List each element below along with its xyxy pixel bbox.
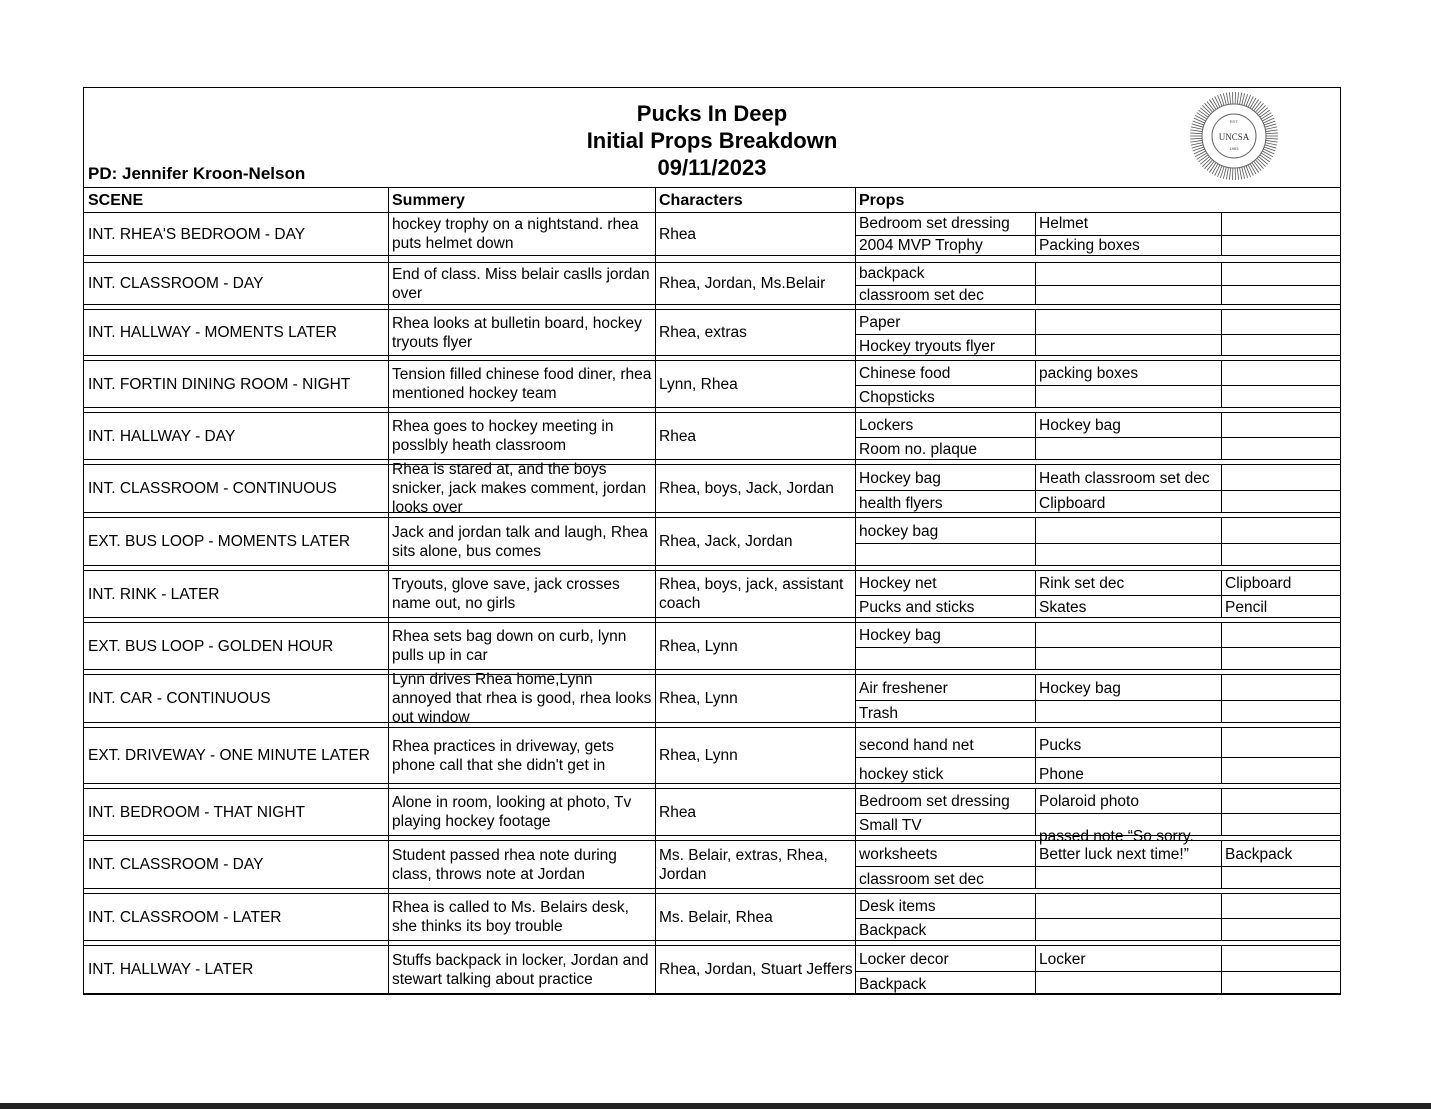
prop-cell: Desk items: [859, 898, 936, 915]
scene-cell: INT. CLASSROOM - LATER: [88, 908, 282, 926]
characters-cell: Rhea: [659, 803, 697, 821]
prop-cell: [1221, 675, 1342, 699]
prop-cell: Bedroom set dressing: [859, 793, 1010, 810]
scene-cell: INT. FORTIN DINING ROOM - NIGHT: [88, 375, 351, 393]
prop-cell: [1035, 918, 1221, 941]
prop-cell: [1221, 334, 1342, 357]
production-title: Pucks In Deep: [636, 101, 788, 126]
prop-cell: [1221, 285, 1342, 306]
table-row: [84, 360, 1340, 408]
prop-cell: [1035, 437, 1221, 460]
prop-cell: Locker decor: [859, 950, 949, 968]
props-breakdown-sheet: [83, 87, 1341, 995]
prop-cell: [1221, 490, 1342, 514]
prop-cell: 2004 MVP Trophy: [859, 237, 983, 254]
prop-cell: Backpack: [859, 922, 927, 939]
prop-cell: [1221, 361, 1342, 384]
table-row: [84, 309, 1340, 356]
col-characters: Characters: [659, 192, 743, 209]
prop-cell: packing boxes: [1039, 365, 1139, 382]
prop-cell: hockey stick: [859, 765, 944, 783]
prop-cell: Skates: [1039, 599, 1087, 616]
characters-cell: Rhea, Jordan, Ms.Belair: [659, 275, 826, 292]
characters-cell: Rhea, Jack, Jordan: [659, 533, 793, 550]
prop-cell: [1221, 946, 1342, 970]
prop-cell: Paper: [859, 313, 901, 331]
table-row: [84, 570, 1340, 618]
col-props: Props: [859, 192, 905, 209]
prop-cell: Small TV: [859, 817, 922, 834]
prop-cell: [1221, 310, 1342, 333]
scene-cell: EXT. DRIVEWAY - ONE MINUTE LATER: [88, 747, 370, 764]
prop-cell: [1221, 413, 1342, 436]
prop-cell: hockey bag: [859, 522, 939, 540]
prop-cell: Polaroid photo: [1039, 793, 1139, 810]
sheet-header: [84, 88, 1340, 188]
prop-cell: [1221, 235, 1342, 256]
characters-cell: Rhea: [659, 427, 697, 445]
summary-cell: Tryouts, glove save, jack crosses name out, no girls: [392, 576, 620, 612]
prop-cell: backpack: [859, 264, 925, 282]
scene-cell: INT. BEDROOM - THAT NIGHT: [88, 803, 306, 821]
summary-cell: Jack and jordan talk and laugh, Rhea sits alone, bus comes: [392, 523, 648, 560]
prop-cell: [1221, 700, 1342, 724]
document-title: Initial Props Breakdown: [586, 128, 838, 153]
summary-cell: Rhea goes to hockey meeting in posslbly heath classroom: [392, 418, 614, 454]
summary-cell: Rhea looks at bulletin board, hockey tryouts flyer: [392, 314, 642, 351]
prop-cell: Air freshener: [859, 679, 948, 697]
prop-cell: Backpack: [859, 975, 927, 993]
table-row: [84, 461, 1340, 516]
prop-cell: [1221, 437, 1342, 460]
table-row: [84, 827, 1340, 889]
scene-cell: INT. CLASSROOM - DAY: [88, 275, 264, 292]
characters-cell: Rhea, Jordan, Stuart Jeffers: [659, 961, 853, 978]
prop-cell: Hockey net: [859, 575, 937, 592]
prop-cell: [1035, 263, 1221, 284]
prop-cell: Chinese food: [859, 365, 951, 382]
document-date: 09/11/2023: [657, 155, 767, 180]
table-row: [84, 622, 1340, 670]
characters-cell: Rhea, Lynn: [659, 637, 738, 655]
scene-cell: INT. CAR - CONTINUOUS: [88, 690, 271, 707]
prop-cell: [1221, 757, 1342, 785]
scene-cell: INT. RHEA'S BEDROOM - DAY: [88, 225, 306, 243]
prop-cell: worksheets: [859, 845, 938, 863]
prop-cell: [1035, 647, 1221, 670]
prop-cell: [1035, 623, 1221, 646]
table-row: [84, 893, 1340, 941]
characters-cell: Rhea, boys, Jack, Jordan: [659, 480, 834, 497]
characters-cell: Ms. Belair, Rhea: [659, 908, 773, 926]
prop-cell: Chopsticks: [859, 389, 935, 406]
prop-cell: [855, 647, 1035, 670]
prop-cell: [1035, 971, 1221, 995]
prop-cell: Phone: [1039, 765, 1084, 783]
summary-cell: Tension filled chinese food diner, rhea mentioned hockey team: [392, 366, 652, 402]
table-row: [84, 945, 1340, 994]
prop-cell: Pucks: [1039, 736, 1082, 754]
prop-cell: [1035, 866, 1221, 890]
prop-cell: Room no. plaque: [859, 441, 978, 458]
scene-cell: INT. HALLWAY - DAY: [88, 427, 236, 445]
prop-cell: Locker: [1039, 950, 1086, 968]
prop-cell: [1221, 866, 1342, 890]
prop-cell: Hockey tryouts flyer: [859, 337, 996, 355]
prop-cell: Pencil: [1225, 599, 1268, 616]
prop-cell: [1221, 894, 1342, 917]
scene-cell: INT. CLASSROOM - CONTINUOUS: [88, 480, 337, 497]
prop-cell: [1035, 700, 1221, 724]
prop-cell: Lockers: [859, 417, 914, 434]
seal-year: 1963: [1229, 146, 1239, 151]
scene-cell: INT. HALLWAY - LATER: [88, 961, 254, 978]
prop-cell: [1221, 918, 1342, 941]
prop-cell: [1035, 334, 1221, 357]
prop-cell: Hockey bag: [859, 469, 941, 487]
characters-cell: Lynn, Rhea: [659, 375, 738, 393]
table-row: [84, 262, 1340, 305]
summary-cell: Student passed rhea note during class, throws note at Jordan: [392, 846, 617, 883]
prop-cell: [1221, 623, 1342, 646]
prop-cell: [855, 543, 1035, 567]
prop-cell: [1035, 894, 1221, 917]
summary-cell: Rhea sets bag down on curb, lynn pulls up in car: [392, 628, 627, 664]
prop-cell: [1221, 465, 1342, 489]
bottom-bar: [0, 1103, 1431, 1109]
prop-cell: second hand net: [859, 736, 974, 754]
prop-cell: Heath classroom set dec: [1039, 469, 1210, 487]
table-row: [84, 412, 1340, 460]
prop-cell: [1221, 789, 1342, 812]
characters-cell: Rhea: [659, 225, 697, 243]
scene-cell: INT. RINK - LATER: [88, 585, 220, 603]
characters-cell: Rhea, extras: [659, 324, 747, 341]
column-headers: [84, 188, 1340, 213]
prop-cell: [1221, 543, 1342, 567]
summary-cell: Rhea is called to Ms. Belairs desk, she thinks its boy trouble: [392, 899, 629, 935]
prop-cell: Trash: [859, 704, 899, 722]
summary-cell: Rhea practices in driveway, gets phone call that she didn't get in: [392, 737, 614, 774]
prop-cell: Rink set dec: [1039, 575, 1125, 592]
table-row: [84, 727, 1340, 784]
col-scene: SCENE: [88, 192, 144, 209]
prop-cell: [1035, 310, 1221, 333]
seal-center: UNCSA: [1218, 132, 1250, 142]
table-row: [84, 517, 1340, 566]
characters-cell: Rhea, Lynn: [659, 747, 738, 764]
prop-cell: Hockey bag: [859, 627, 941, 644]
prop-cell: Bedroom set dressing: [859, 215, 1010, 232]
prop-cell: Hockey bag: [1039, 679, 1121, 697]
prop-cell: classroom set dec: [859, 286, 984, 304]
prop-cell: [1035, 285, 1221, 306]
seal-est: EST.: [1229, 119, 1239, 124]
characters-cell: Ms. Belair, extras, Rhea, Jordan: [659, 846, 828, 883]
col-summary: Summery: [392, 192, 465, 209]
scene-cell: INT. HALLWAY - MOMENTS LATER: [88, 324, 337, 341]
prop-cell: [1221, 971, 1342, 995]
prop-cell: [1221, 647, 1342, 670]
scene-cell: EXT. BUS LOOP - GOLDEN HOUR: [88, 637, 334, 655]
summary-cell: Lynn drives Rhea home,Lynn annoyed that rhea is good, rhea looks out window: [392, 671, 652, 726]
prop-cell: Clipboard: [1225, 575, 1292, 592]
prop-cell: [1035, 518, 1221, 542]
prop-cell: [1221, 813, 1342, 836]
prop-cell: Hockey bag: [1039, 417, 1121, 434]
prop-cell: [1221, 728, 1342, 756]
production-designer: PD: Jennifer Kroon-Nelson: [88, 164, 306, 183]
prop-cell: Packing boxes: [1039, 237, 1140, 254]
prop-cell: Pucks and sticks: [859, 599, 975, 616]
summary-cell: hockey trophy on a nightstand. rhea puts helmet down: [392, 216, 639, 252]
prop-cell: passed note “So sorry. Better luck next time!”: [1039, 827, 1194, 863]
table-row: [84, 671, 1340, 726]
prop-cell: [1221, 263, 1342, 284]
prop-cell: Helmet: [1039, 215, 1089, 232]
prop-cell: Backpack: [1225, 845, 1293, 863]
prop-cell: health flyers: [859, 494, 943, 512]
uncsa-seal-icon: [1184, 90, 1284, 182]
scene-cell: EXT. BUS LOOP - MOMENTS LATER: [88, 533, 351, 550]
prop-cell: [1221, 385, 1342, 408]
prop-cell: [1221, 518, 1342, 542]
prop-cell: [1035, 543, 1221, 567]
summary-cell: Alone in room, looking at photo, Tv playing hockey footage: [392, 794, 632, 830]
scene-cell: INT. CLASSROOM - DAY: [88, 856, 264, 873]
table-row: [84, 213, 1340, 256]
summary-cell: Stuffs backpack in locker, Jordan and stewart talking about practice: [392, 951, 649, 988]
characters-cell: Rhea, boys, jack, assistant coach: [659, 576, 844, 612]
summary-cell: End of class. Miss belair caslls jordan over: [392, 265, 650, 302]
prop-cell: Clipboard: [1039, 494, 1106, 512]
prop-cell: classroom set dec: [859, 870, 984, 888]
characters-cell: Rhea, Lynn: [659, 690, 738, 707]
prop-cell: [1035, 385, 1221, 408]
summary-cell: Rhea is stared at, and the boys snicker, jack makes comment, jordan looks over: [392, 461, 647, 516]
prop-cell: [1221, 213, 1342, 234]
